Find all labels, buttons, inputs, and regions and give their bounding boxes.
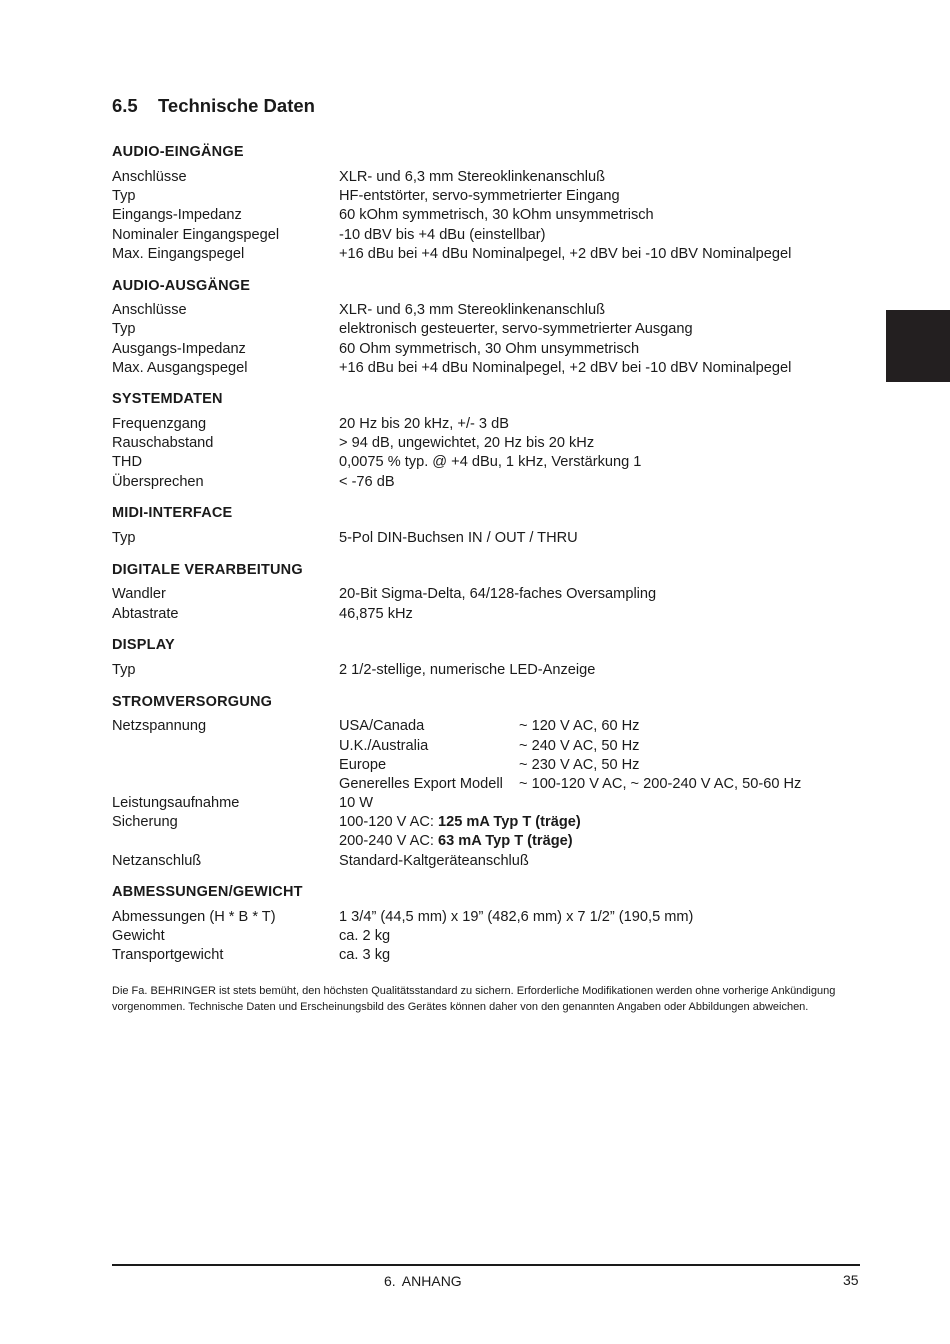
spec-row <box>112 473 872 492</box>
spec-label: Nominaler Eingangspegel <box>112 227 280 243</box>
spec-row <box>112 946 872 965</box>
spec-value: 5-Pol DIN-Buchsen IN / OUT / THRU <box>339 530 578 546</box>
region-voltage: ~ 240 V AC, 50 Hz <box>519 738 640 754</box>
spec-row <box>112 737 872 756</box>
spec-row <box>112 927 872 946</box>
fuse-value <box>339 832 573 851</box>
region-voltage: ~ 120 V AC, 60 Hz <box>519 718 640 734</box>
spec-label: Rauschabstand <box>112 435 214 451</box>
spec-row <box>112 661 872 680</box>
page-title <box>112 95 315 117</box>
spec-row <box>112 813 872 832</box>
spec-row <box>112 775 872 794</box>
region-name: USA/Canada <box>339 718 425 734</box>
heading-midi-interface: MIDI-INTERFACE <box>112 505 233 521</box>
spec-label: Max. Eingangspegel <box>112 246 245 262</box>
spec-row <box>112 717 872 736</box>
spec-label: Typ <box>112 530 136 546</box>
spec-row <box>112 415 872 434</box>
spec-value: XLR- und 6,3 mm Stereoklinkenanschluß <box>339 169 606 185</box>
spec-value: Standard-Kaltgeräteanschluß <box>339 853 529 869</box>
region-name: Europe <box>339 757 387 773</box>
spec-value: elektronisch gesteuerter, servo-symmetrierter Ausgang <box>339 321 693 337</box>
spec-value: ca. 3 kg <box>339 947 391 963</box>
spec-label: Typ <box>112 321 136 337</box>
spec-row <box>112 226 872 245</box>
spec-row <box>112 340 872 359</box>
fuse-voltage: 100-120 V AC: <box>339 814 438 830</box>
spec-label: Wandler <box>112 586 166 602</box>
spec-row <box>112 320 872 339</box>
footer-chapter: 6. ANHANG <box>384 1273 462 1289</box>
spec-value: 60 kOhm symmetrisch, 30 kOhm unsymmetrisch <box>339 207 654 223</box>
spec-row <box>112 832 872 851</box>
spec-label: Anschlüsse <box>112 302 187 318</box>
spec-row <box>112 453 872 472</box>
spec-value: 1 3/4” (44,5 mm) x 19” (482,6 mm) x 7 1/2” (190,5 mm) <box>339 909 694 925</box>
spec-label: Sicherung <box>112 814 178 830</box>
heading-power-supply: STROMVERSORGUNG <box>112 694 273 710</box>
spec-value: +16 dBu bei +4 dBu Nominalpegel, +2 dBV bei -10 dBV Nominalpegel <box>339 246 792 262</box>
spec-value: 46,875 kHz <box>339 606 413 622</box>
fuse-value <box>339 813 581 832</box>
region-voltage: ~ 230 V AC, 50 Hz <box>519 757 640 773</box>
spec-row <box>112 794 872 813</box>
spec-value: +16 dBu bei +4 dBu Nominalpegel, +2 dBV bei -10 dBV Nominalpegel <box>339 360 792 376</box>
fuse-rating: 63 mA Typ T (träge) <box>437 833 573 849</box>
spec-label: Ausgangs-Impedanz <box>112 341 246 357</box>
spec-row <box>112 187 872 206</box>
region-name: U.K./Australia <box>339 738 429 754</box>
spec-label: Abmessungen (H * B * T) <box>112 909 276 925</box>
spec-row <box>112 585 872 604</box>
fuse-voltage: 200-240 V AC: <box>339 833 438 849</box>
spec-value: ca. 2 kg <box>339 928 391 944</box>
region-voltage: ~ 100-120 V AC, ~ 200-240 V AC, 50-60 Hz <box>519 776 802 792</box>
spec-row <box>112 434 872 453</box>
spec-value: -10 dBV bis +4 dBu (einstellbar) <box>339 227 546 243</box>
heading-display: DISPLAY <box>112 637 175 653</box>
spec-label: Typ <box>112 662 136 678</box>
spec-row <box>112 359 872 378</box>
spec-label: Übersprechen <box>112 474 204 490</box>
spec-row <box>112 301 872 320</box>
spec-row <box>112 245 872 264</box>
spec-value: 60 Ohm symmetrisch, 30 Ohm unsymmetrisch <box>339 341 640 357</box>
heading-system-data: SYSTEMDATEN <box>112 391 223 407</box>
section-title: Technische Daten <box>158 95 315 116</box>
heading-audio-inputs: AUDIO-EINGÄNGE <box>112 144 244 160</box>
spec-row <box>112 852 872 871</box>
spec-label: Netzspannung <box>112 718 207 734</box>
spec-label: Leistungsaufnahme <box>112 795 240 811</box>
spec-label: Typ <box>112 188 136 204</box>
spec-row <box>112 206 872 225</box>
heading-digital-processing: DIGITALE VERARBEITUNG <box>112 562 303 578</box>
spec-label: Gewicht <box>112 928 165 944</box>
spec-row <box>112 908 872 927</box>
footer-rule <box>112 1264 860 1266</box>
spec-label: THD <box>112 454 142 470</box>
page-number: 35 <box>843 1272 859 1288</box>
spec-value: < -76 dB <box>339 474 395 490</box>
spec-value: HF-entstörter, servo-symmetrierter Eingang <box>339 188 620 204</box>
spec-value: 0,0075 % typ. @ +4 dBu, 1 kHz, Verstärkung 1 <box>339 454 642 470</box>
spec-label: Abtastrate <box>112 606 179 622</box>
spec-row <box>112 168 872 187</box>
chapter-tab-marker <box>886 310 950 382</box>
spec-row <box>112 529 872 548</box>
section-number: 6.5 <box>112 95 138 116</box>
spec-value: 20 Hz bis 20 kHz, +/- 3 dB <box>339 416 509 432</box>
spec-value: XLR- und 6,3 mm Stereoklinkenanschluß <box>339 302 606 318</box>
spec-label: Eingangs-Impedanz <box>112 207 242 223</box>
spec-label: Frequenzgang <box>112 416 207 432</box>
spec-value: > 94 dB, ungewichtet, 20 Hz bis 20 kHz <box>339 435 595 451</box>
spec-value: 2 1/2-stellige, numerische LED-Anzeige <box>339 662 596 678</box>
spec-row <box>112 756 872 775</box>
fuse-rating: 125 mA Typ T (träge) <box>437 814 581 830</box>
spec-value: 20-Bit Sigma-Delta, 64/128-faches Oversampling <box>339 586 657 602</box>
spec-label: Netzanschluß <box>112 853 202 869</box>
heading-audio-outputs: AUDIO-AUSGÄNGE <box>112 278 251 294</box>
spec-label: Max. Ausgangspegel <box>112 360 248 376</box>
region-name: Generelles Export Modell <box>339 776 503 792</box>
spec-label: Transportgewicht <box>112 947 224 963</box>
spec-value: 10 W <box>339 795 374 811</box>
disclaimer-note: Die Fa. BEHRINGER ist stets bemüht, den höchsten Qualitätsstandard zu sichern. Erforderliche Modifikationen werden ohne vorherige Ankündigung vorgenommen. Technische Daten und Erscheinungsbild des Gerätes können daher von den genannten Angaben oder Abbildungen abweichen. <box>112 985 836 1013</box>
heading-dimensions-weight: ABMESSUNGEN/GEWICHT <box>112 884 303 900</box>
spec-row <box>112 605 872 624</box>
spec-label: Anschlüsse <box>112 169 187 185</box>
